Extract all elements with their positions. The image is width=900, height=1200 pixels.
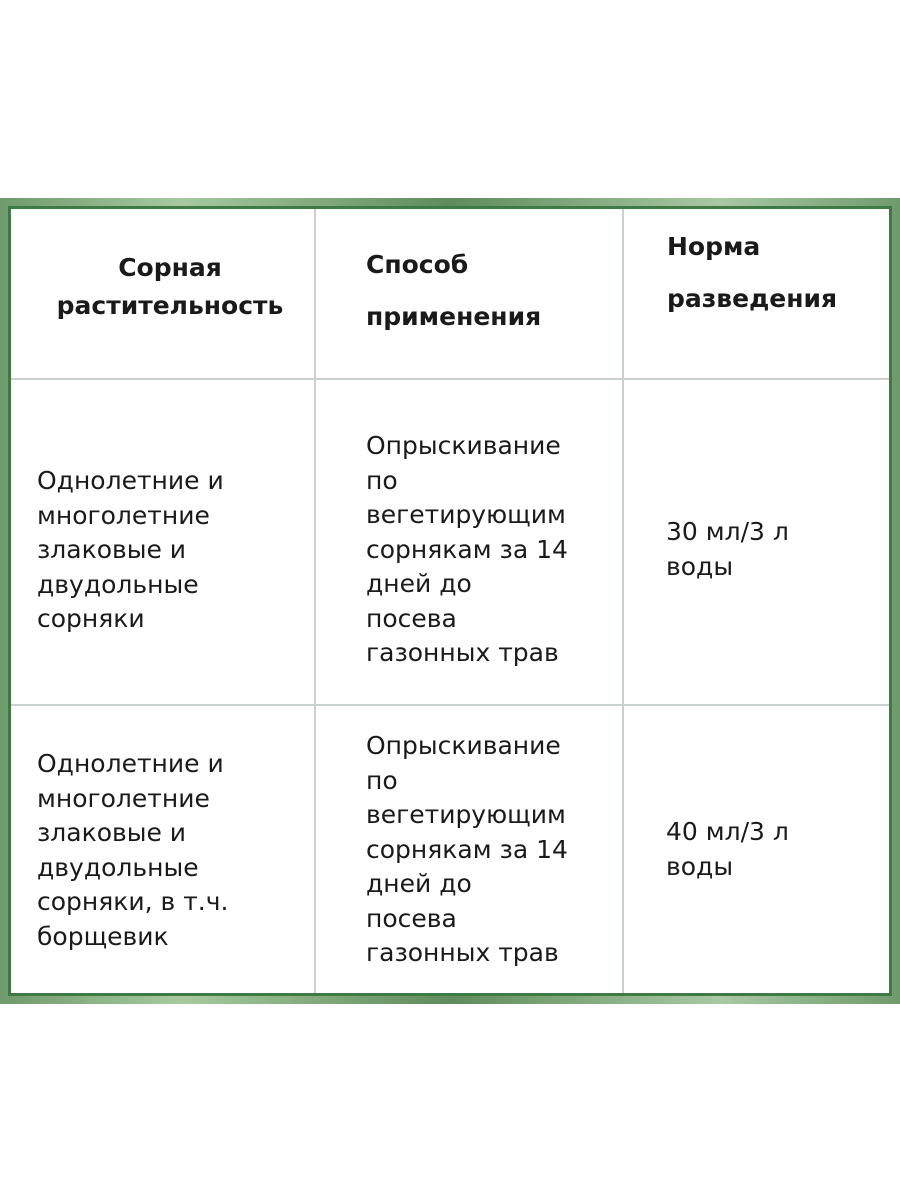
text-line: воды (666, 851, 734, 881)
text-line: Опрыскивание (366, 431, 561, 460)
text-line: двудольные (37, 569, 199, 599)
text-line: многолетние (37, 500, 210, 530)
text-line: газонных трав (366, 638, 559, 667)
row2-rate (666, 815, 789, 884)
row-divider (11, 378, 889, 380)
text-line: посева (366, 603, 457, 633)
header-line: применения (366, 302, 542, 331)
header-line: Способ (366, 250, 469, 279)
text-line: газонных трав (366, 938, 559, 967)
text-line: вегетирующим (366, 800, 566, 829)
row1-weeds (37, 464, 224, 637)
text-line: сорняки (37, 604, 145, 633)
text-line: двудольные (37, 852, 199, 882)
column-divider (622, 209, 624, 993)
text-line: 30 мл/3 л (666, 517, 789, 546)
header-method (366, 239, 541, 343)
row1-method (366, 429, 568, 671)
row-divider (11, 704, 889, 706)
header-line: Сорная (118, 253, 222, 282)
header-rate (667, 221, 837, 325)
text-line: злаковые и (37, 535, 187, 564)
row2-weeds (37, 747, 228, 954)
text-line: сорнякам за 14 (366, 834, 568, 864)
text-line: борщевик (37, 921, 169, 951)
text-line: 40 мл/3 л (666, 817, 789, 846)
text-line: дней до (366, 869, 472, 898)
text-line: посева (366, 903, 457, 933)
header-weeds (35, 249, 305, 325)
text-line: дней до (366, 569, 472, 598)
text-line: сорнякам за 14 (366, 534, 568, 564)
text-line: Опрыскивание (366, 731, 561, 760)
text-line: Однолетние и (37, 749, 224, 778)
text-line: злаковые и (37, 818, 187, 847)
text-line: по (366, 765, 398, 795)
row1-rate (666, 515, 789, 584)
text-line: Однолетние и (37, 466, 224, 495)
text-line: сорняки, в т.ч. (37, 887, 229, 916)
header-line: растительность (56, 291, 284, 320)
text-line: многолетние (37, 783, 210, 813)
text-line: вегетирующим (366, 500, 566, 529)
text-line: по (366, 465, 398, 495)
header-line: разведения (667, 284, 838, 313)
header-line: Норма (667, 232, 761, 261)
column-divider (314, 209, 316, 993)
data-table (8, 206, 892, 996)
row2-method (366, 729, 568, 971)
table-frame (0, 198, 900, 1004)
text-line: воды (666, 551, 734, 581)
